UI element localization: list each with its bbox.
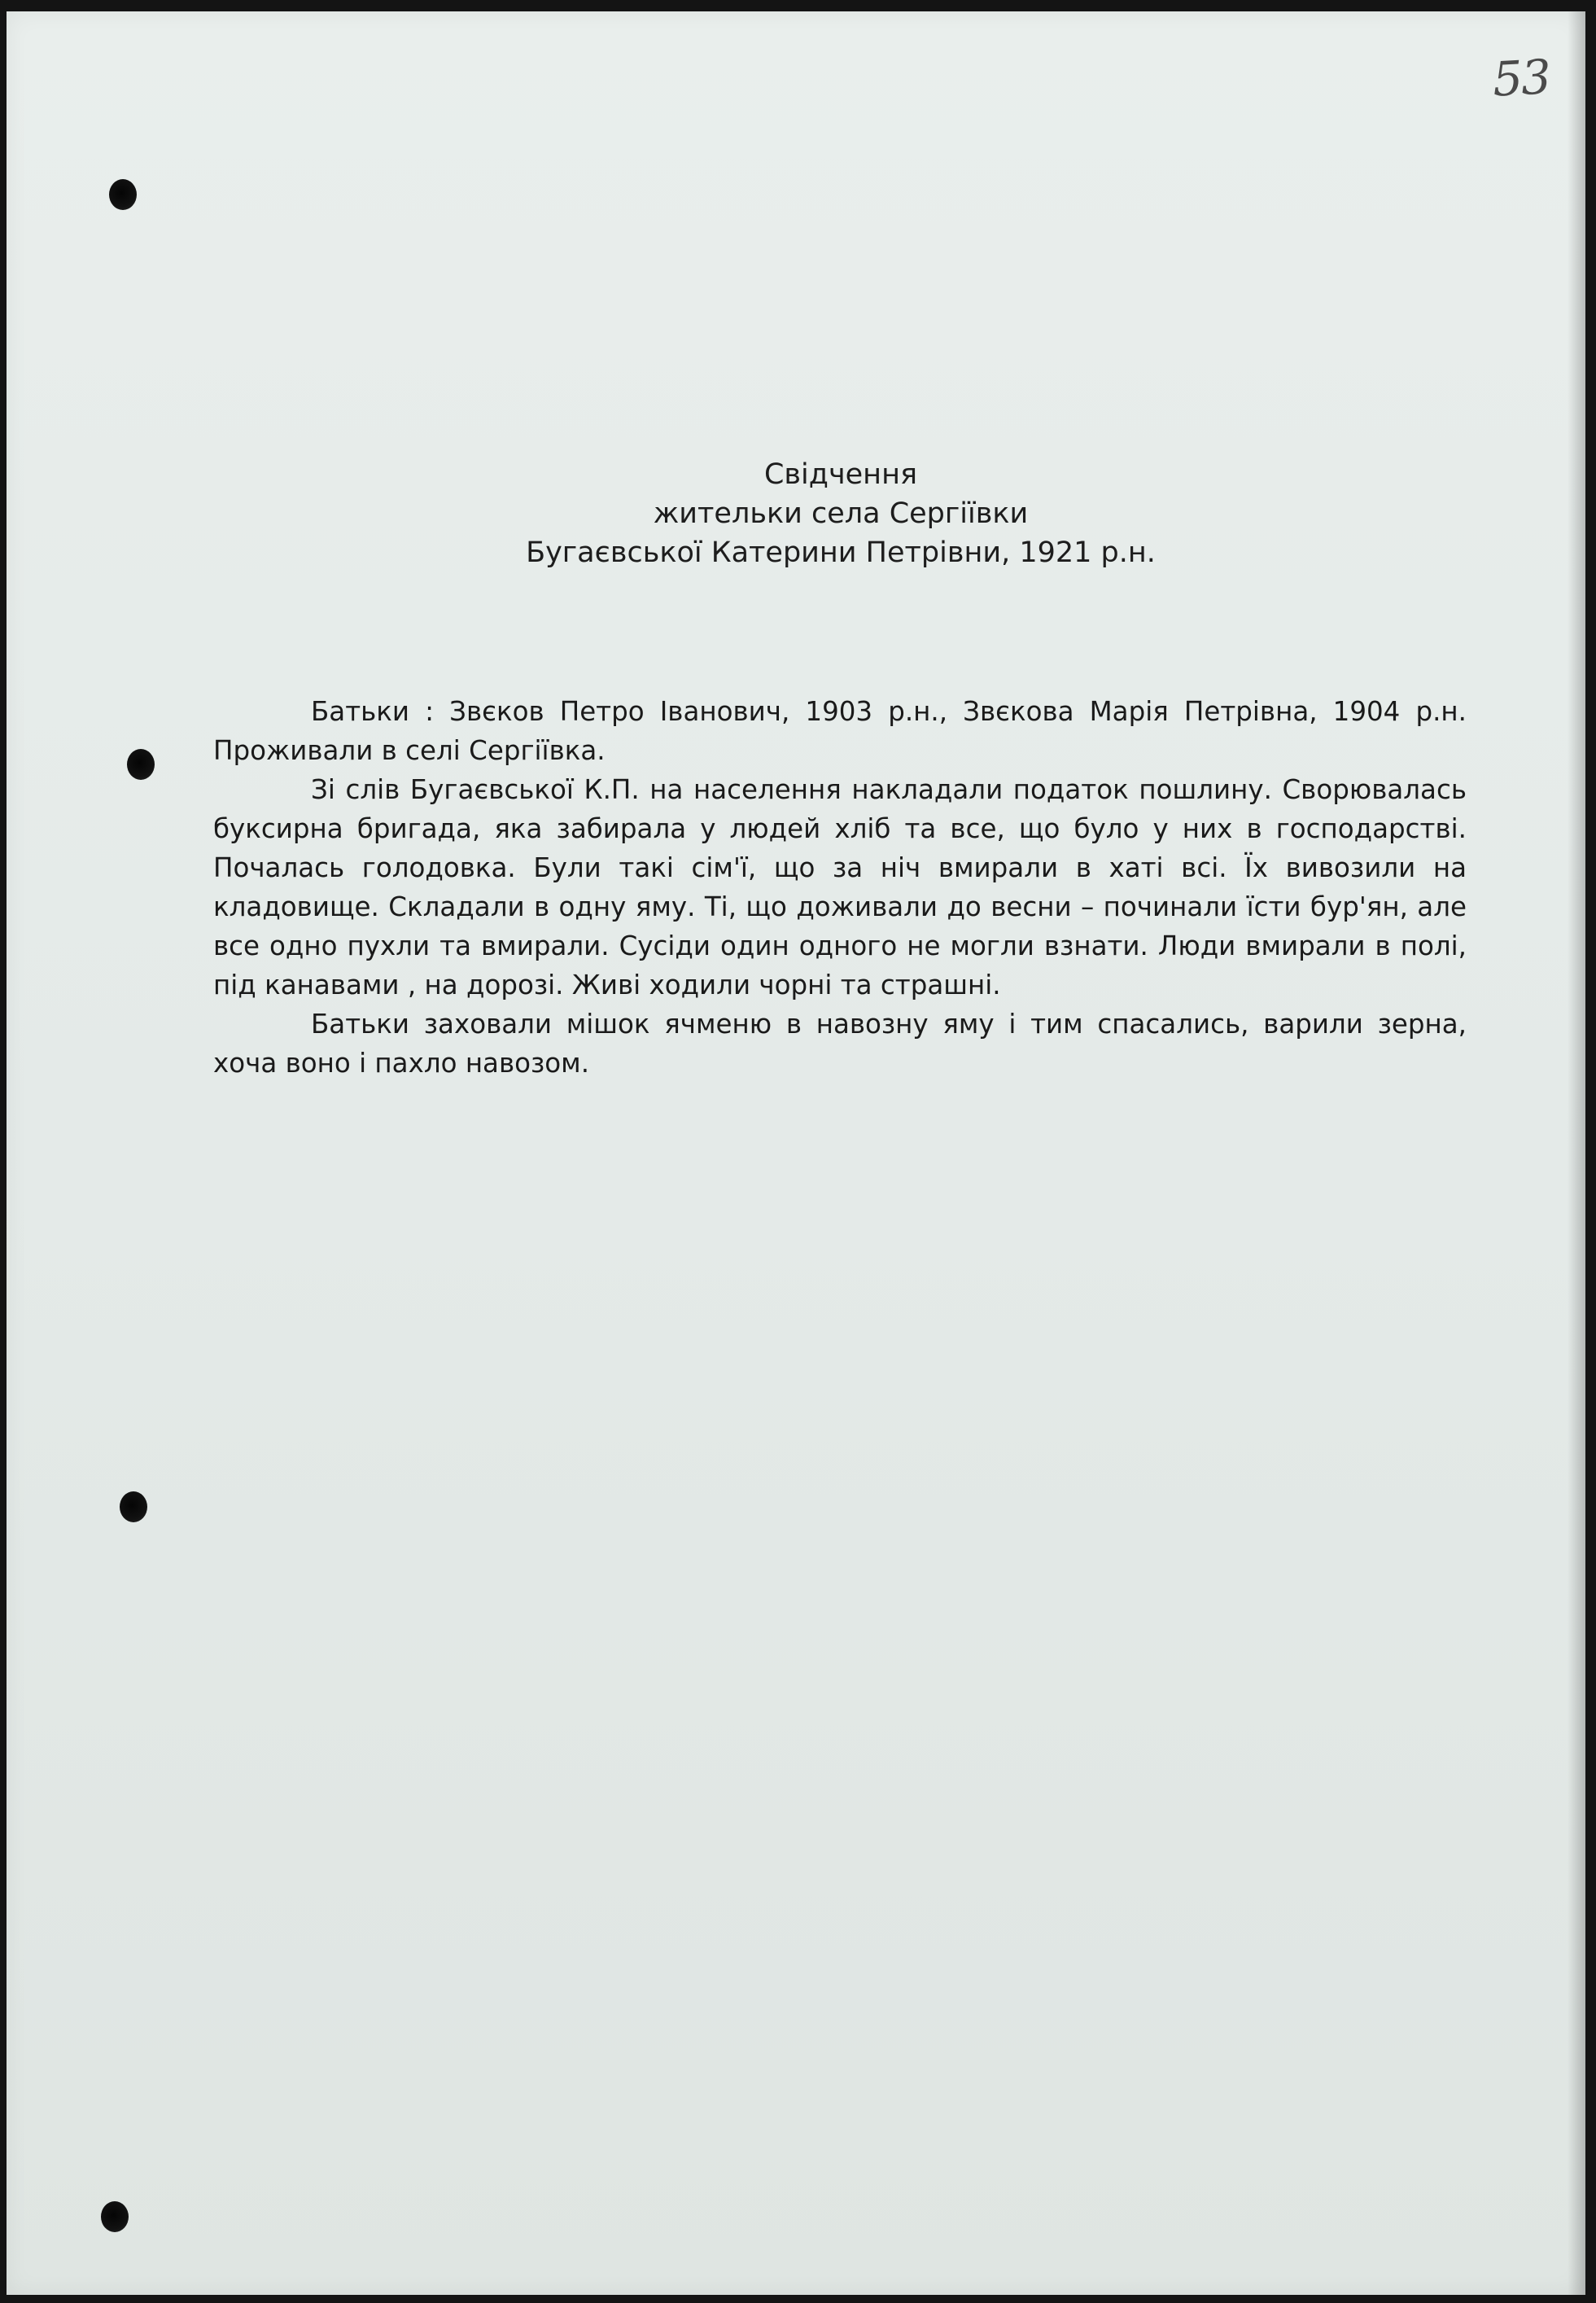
- punch-hole-3: [120, 1491, 147, 1522]
- paragraph-survival: Батьки заховали мішок ячменю в навозну яму і тим спасались, варили зерна, хоча воно і пахло навозом.: [213, 1009, 1467, 1079]
- paragraph-famine: Зі слів Бугаєвської К.П. на населення накладали податок пошлину. Сворювалась буксирна бригада, яка забирала у людей хліб та все, що було у них в господарстві. Почалась голодовка. Були такі сім'ї, що за ніч вмирали в хаті всі. Їх вивозили на кладовище. Складали в одну яму. Ті, що доживали до весни – починали їсти бур'ян, але все одно пухли та вмирали. Сусіди один одного не могли взнати. Люди вмирали в полі, під канавами , на дорозі. Живі ходили чорні та страшні.: [213, 774, 1467, 1000]
- document-title: [7, 455, 1585, 572]
- paragraph-parents: Батьки : Звєков Петро Іванович, 1903 р.н., Звєкова Марія Петрівна, 1904 р.н. Проживали в селі Сергіївка.: [213, 696, 1467, 766]
- punch-hole-4: [101, 2201, 129, 2232]
- punch-hole-1: [109, 179, 137, 210]
- title-line-1: Свідчення: [763, 458, 918, 491]
- title-line-3: Бугаєвської Катерини Петрівни, 1921 р.н.: [526, 536, 1156, 569]
- page-edge-shadow: [1568, 11, 1585, 2295]
- title-line-2: жительки села Сергіївки: [653, 497, 1029, 530]
- handwritten-page-number: 53: [1491, 49, 1551, 107]
- punch-hole-2: [127, 749, 155, 780]
- testimony-body: [213, 692, 1467, 1083]
- document-page: [7, 11, 1585, 2295]
